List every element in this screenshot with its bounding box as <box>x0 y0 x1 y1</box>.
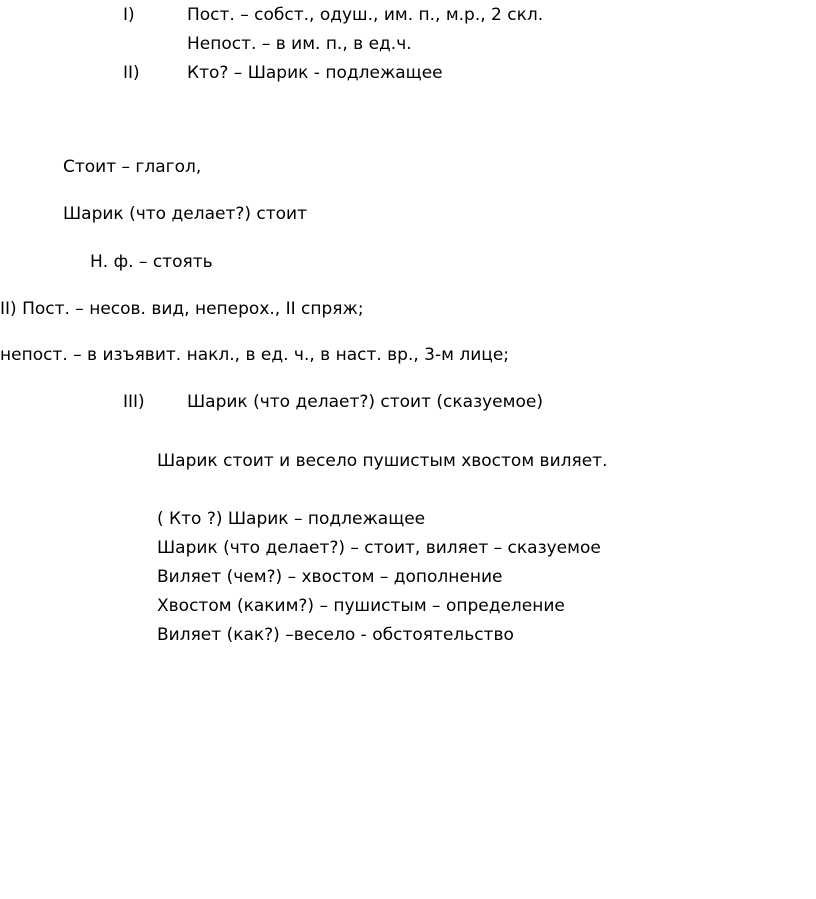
item-marker-1: I) <box>123 5 135 25</box>
item-marker-2: II) <box>123 63 140 83</box>
example-sentence: Шарик стоит и весело пушистым хвостом виляет. <box>157 451 608 471</box>
question-line: Шарик (что делает?) стоит <box>63 204 308 224</box>
item1-line-2: Непост. – в им. п., в ед.ч. <box>187 34 412 54</box>
item2-text: Кто? – Шарик - подлежащее <box>187 63 443 83</box>
item3-text: Шарик (что делает?) стоит (сказуемое) <box>187 392 543 412</box>
variable-features-line: непост. – в изъявит. накл., в ед. ч., в наст. вр., 3-м лице; <box>0 345 510 365</box>
initial-form-line: Н. ф. – стоять <box>90 252 213 272</box>
item1-line-1: Пост. – собст., одуш., им. п., м.р., 2 скл. <box>187 5 544 25</box>
verb-line: Стоит – глагол, <box>63 157 202 177</box>
analysis-line-2: Шарик (что делает?) – стоит, виляет – сказуемое <box>157 538 601 558</box>
analysis-line-4: Хвостом (каким?) – пушистым – определение <box>157 596 565 616</box>
constant-features-line: II) Пост. – несов. вид, неперох., II спряж; <box>0 299 364 319</box>
item-marker-3: III) <box>123 392 145 412</box>
analysis-line-5: Виляет (как?) –весело - обстоятельство <box>157 625 514 645</box>
analysis-line-3: Виляет (чем?) – хвостом – дополнение <box>157 567 503 587</box>
analysis-line-1: ( Кто ?) Шарик – подлежащее <box>157 509 426 529</box>
